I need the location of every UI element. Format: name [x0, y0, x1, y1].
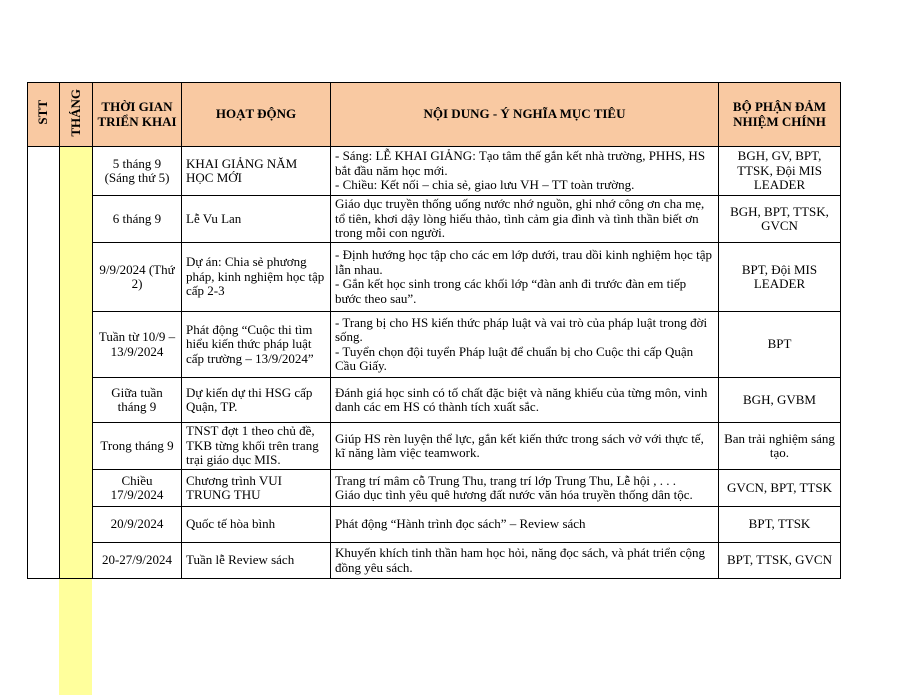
time-cell: 9/9/2024 (Thứ 2)	[93, 243, 182, 312]
time-cell: Tuần từ 10/9 – 13/9/2024	[93, 312, 182, 378]
activity-plan-table	[27, 82, 841, 579]
table-header	[28, 83, 841, 147]
dept-cell: Ban trải nghiệm sáng tạo.	[719, 423, 841, 470]
table-row	[28, 423, 841, 470]
time-cell: Giữa tuần tháng 9	[93, 378, 182, 423]
table-row	[28, 147, 841, 196]
content-line: Phát động “Hành trình đọc sách” – Review sách	[335, 516, 586, 532]
table-row	[28, 470, 841, 507]
activity-cell: Tuần lễ Review sách	[182, 543, 331, 579]
time-cell: 5 tháng 9 (Sáng thứ 5)	[93, 147, 182, 196]
time-cell: 20/9/2024	[93, 507, 182, 543]
content-cell	[331, 507, 719, 543]
stt-cell	[28, 147, 60, 579]
table-row	[28, 312, 841, 378]
content-line: - Trang bị cho HS kiến thức pháp luật và vai trò của pháp luật trong đời sống.	[335, 314, 708, 344]
content-cell	[331, 243, 719, 312]
table-row	[28, 507, 841, 543]
content-line: Giáo dục truyền thống uống nước nhớ nguồn, ghi nhớ công ơn cha mẹ, tổ tiên, khơi dậy lòng hiếu thảo, tình cảm gia đình và tình thần biết ơn trong mỗi con người.	[335, 196, 705, 241]
header-content: NỘI DUNG - Ý NGHĨA MỤC TIÊU	[331, 83, 719, 147]
time-cell: 6 tháng 9	[93, 196, 182, 243]
table-row	[28, 378, 841, 423]
activity-cell: KHAI GIẢNG NĂM HỌC MỚI	[182, 147, 331, 196]
dept-cell: BGH, GV, BPT, TTSK, Đội MIS LEADER	[719, 147, 841, 196]
time-cell: Trong tháng 9	[93, 423, 182, 470]
content-line: Khuyến khích tinh thần ham học hỏi, năng đọc sách, và phát triển cộng đồng yêu sách.	[335, 545, 706, 575]
time-cell: Chiều 17/9/2024	[93, 470, 182, 507]
header-activity: HOẠT ĐỘNG	[182, 83, 331, 147]
content-line: - Tuyển chọn đội tuyển Pháp luật để chuẩn bị cho Cuộc thi cấp Quận Cầu Giấy.	[335, 343, 694, 373]
month-cell	[60, 147, 93, 579]
content-line: Đánh giá học sinh có tố chất đặc biệt và năng khiếu của từng môn, vinh danh các em HS có thành tích xuất sắc.	[335, 384, 708, 414]
content-line: - Chiều: Kết nối – chia sẻ, giao lưu VH – TT toàn trường.	[335, 177, 635, 193]
table-row	[28, 196, 841, 243]
dept-cell: BPT, TTSK	[719, 507, 841, 543]
dept-cell: BPT	[719, 312, 841, 378]
content-line: - Sáng: LỄ KHAI GIẢNG: Tạo tâm thế gắn kết nhà trường, PHHS, HS bắt đầu năm học mới.	[335, 148, 706, 178]
header-dept: BỘ PHẬN ĐẢM NHIỆM CHÍNH	[719, 83, 841, 147]
header-month: THÁNG	[60, 83, 93, 147]
table-row	[28, 543, 841, 579]
content-cell	[331, 543, 719, 579]
content-line: Giúp HS rèn luyện thể lực, gắn kết kiến thức trong sách vở với thực tế, kĩ năng làm việc teamwork.	[335, 430, 704, 460]
dept-cell: GVCN, BPT, TTSK	[719, 470, 841, 507]
dept-cell: BPT, TTSK, GVCN	[719, 543, 841, 579]
content-cell	[331, 312, 719, 378]
activity-cell: Dự kiến dự thi HSG cấp Quận, TP.	[182, 378, 331, 423]
content-line: Giáo dục tình yêu quê hương đất nước văn hóa truyền thống dân tộc.	[335, 487, 693, 502]
activity-cell: Quốc tế hòa bình	[182, 507, 331, 543]
header-time: THỜI GIAN TRIỂN KHAI	[93, 83, 182, 147]
content-cell	[331, 196, 719, 243]
dept-cell: BGH, GVBM	[719, 378, 841, 423]
activity-cell: Chương trình VUI TRUNG THU	[182, 470, 331, 507]
content-cell	[331, 378, 719, 423]
content-cell	[331, 470, 719, 507]
activity-cell: TNST đợt 1 theo chủ đề, TKB từng khối trên trang trại giáo dục MIS.	[182, 423, 331, 470]
table-row	[28, 243, 841, 312]
dept-cell: BGH, BPT, TTSK, GVCN	[719, 196, 841, 243]
activity-cell: Dự án: Chia sẻ phương pháp, kinh nghiệm học tập cấp 2-3	[182, 243, 331, 312]
time-cell: 20-27/9/2024	[93, 543, 182, 579]
content-line: - Gắn kết học sinh trong các khối lớp “đàn anh đi trước đàn em tiếp bước theo sau”.	[335, 276, 687, 306]
activity-cell: Lễ Vu Lan	[182, 196, 331, 243]
content-cell	[331, 147, 719, 196]
content-line: Trang trí mâm cỗ Trung Thu, trang trí lớp Trung Thu, Lễ hội , . . .	[335, 472, 677, 488]
content-line: - Định hướng học tập cho các em lớp dưới, trau dồi kinh nghiệm học tập lẫn nhau.	[335, 247, 712, 277]
header-stt: STT	[28, 83, 60, 147]
activity-cell: Phát động “Cuộc thi tìm hiểu kiến thức pháp luật cấp trường – 13/9/2024”	[182, 312, 331, 378]
dept-cell: BPT, Đội MIS LEADER	[719, 243, 841, 312]
content-cell	[331, 423, 719, 470]
